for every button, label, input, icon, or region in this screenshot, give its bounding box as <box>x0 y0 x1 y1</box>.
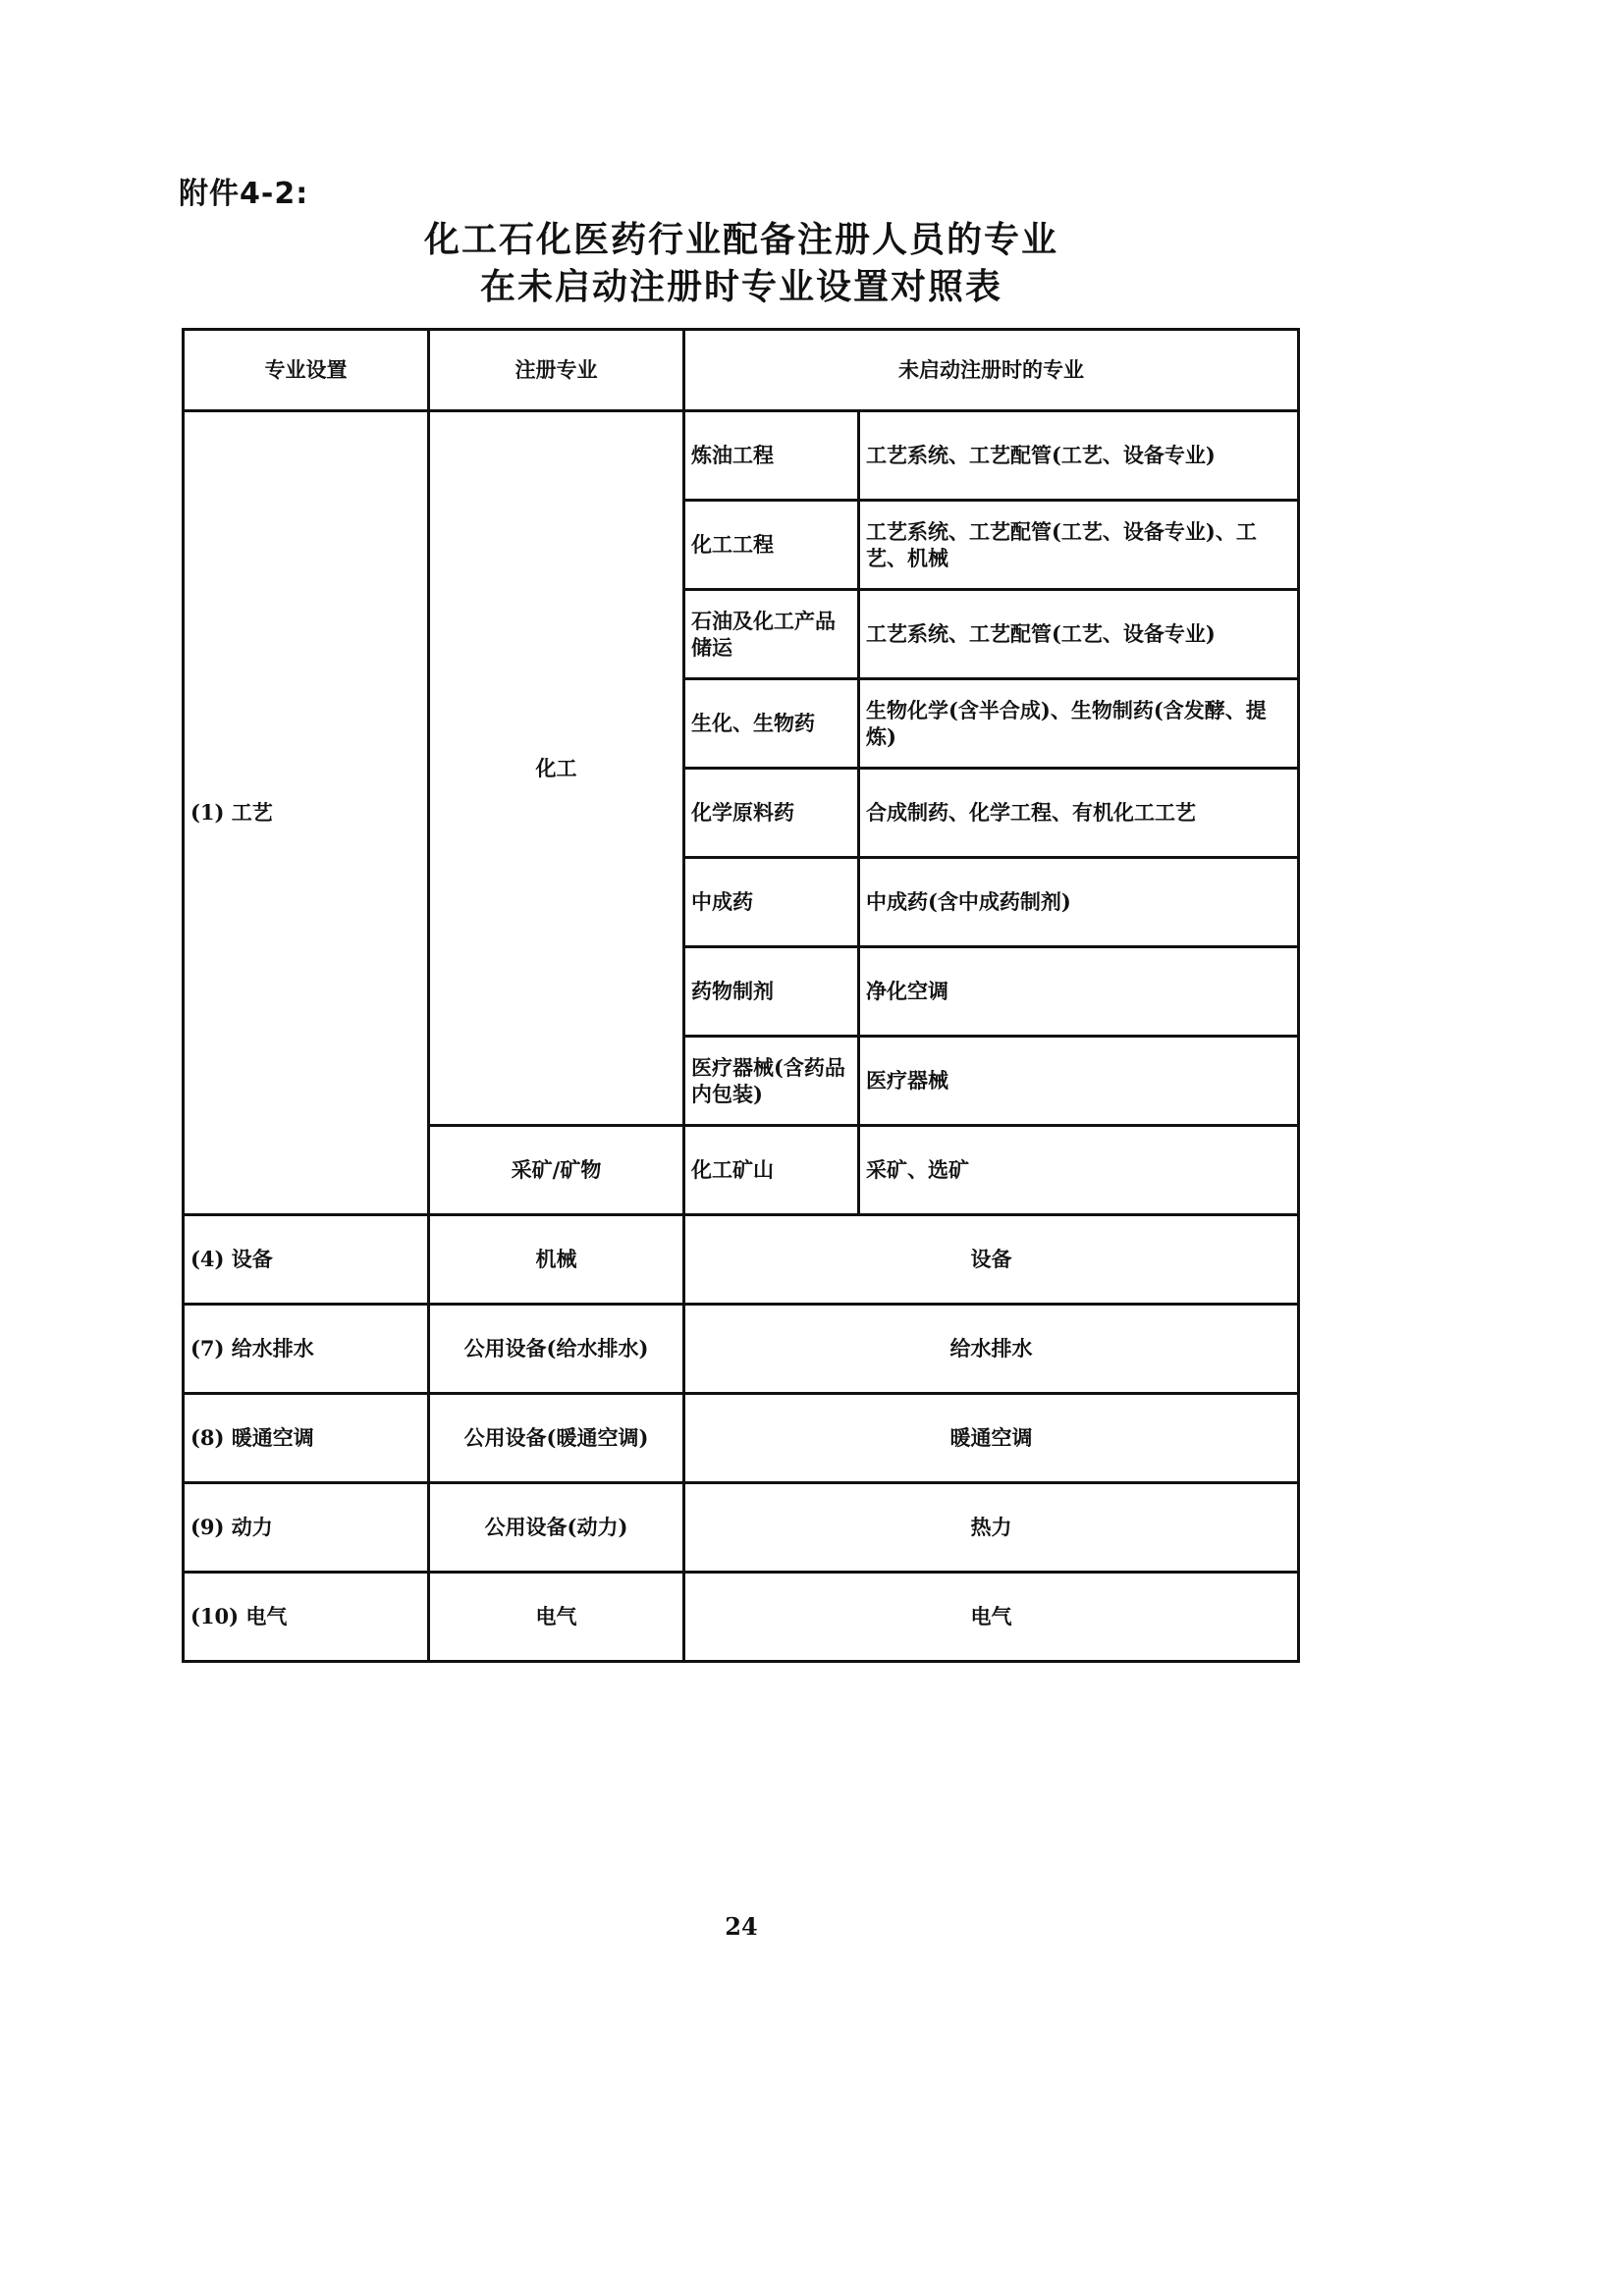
detail-cell: 采矿、选矿 <box>859 1126 1299 1215</box>
detail-cell: 工艺系统、工艺配管(工艺、设备专业)、工艺、机械 <box>859 501 1299 590</box>
detail-cell: 工艺系统、工艺配管(工艺、设备专业) <box>859 411 1299 501</box>
registered-major-cell: 化工 <box>429 411 684 1126</box>
registered-major-cell: 机械 <box>429 1215 684 1305</box>
before-registration-cell: 电气 <box>684 1573 1299 1662</box>
detail-cell: 净化空调 <box>859 947 1299 1037</box>
header-setting: 专业设置 <box>184 330 429 411</box>
table-row <box>184 1215 1299 1305</box>
before-registration-cell: 给水排水 <box>684 1305 1299 1394</box>
registered-major-cell: 公用设备(动力) <box>429 1483 684 1573</box>
detail-cell: 生物化学(含半合成)、生物制药(含发酵、提炼) <box>859 679 1299 769</box>
table-row <box>184 1305 1299 1394</box>
major-cell: 石油及化工产品储运 <box>684 590 859 679</box>
setting-cell: (8) 暖通空调 <box>184 1394 429 1483</box>
page-number: 24 <box>725 1912 758 1941</box>
setting-cell: (9) 动力 <box>184 1483 429 1573</box>
registered-major-cell: 公用设备(给水排水) <box>429 1305 684 1394</box>
setting-cell: (4) 设备 <box>184 1215 429 1305</box>
before-registration-cell: 热力 <box>684 1483 1299 1573</box>
major-cell: 化学原料药 <box>684 769 859 858</box>
table-row <box>184 1394 1299 1483</box>
major-cell: 炼油工程 <box>684 411 859 501</box>
before-registration-cell: 暖通空调 <box>684 1394 1299 1483</box>
attachment-label: 附件4-2: <box>179 177 309 211</box>
registered-major-cell: 公用设备(暖通空调) <box>429 1394 684 1483</box>
header-registered-major: 注册专业 <box>429 330 684 411</box>
registered-major-cell: 采矿/矿物 <box>429 1126 684 1215</box>
setting-cell: (1) 工艺 <box>184 411 429 1215</box>
table-row <box>184 411 1299 501</box>
before-registration-cell: 设备 <box>684 1215 1299 1305</box>
major-cell: 化工矿山 <box>684 1126 859 1215</box>
table-row <box>184 1573 1299 1662</box>
setting-cell: (10) 电气 <box>184 1573 429 1662</box>
comparison-table <box>182 328 1300 1663</box>
detail-cell: 合成制药、化学工程、有机化工工艺 <box>859 769 1299 858</box>
major-cell: 药物制剂 <box>684 947 859 1037</box>
header-before-registration: 未启动注册时的专业 <box>684 330 1299 411</box>
detail-cell: 中成药(含中成药制剂) <box>859 858 1299 947</box>
major-cell: 化工工程 <box>684 501 859 590</box>
major-cell: 生化、生物药 <box>684 679 859 769</box>
major-cell: 中成药 <box>684 858 859 947</box>
table-row <box>184 1483 1299 1573</box>
table-header-row <box>184 330 1299 411</box>
setting-cell: (7) 给水排水 <box>184 1305 429 1394</box>
detail-cell: 工艺系统、工艺配管(工艺、设备专业) <box>859 590 1299 679</box>
title-line-1: 化工石化医药行业配备注册人员的专业 <box>423 220 1058 260</box>
detail-cell: 医疗器械 <box>859 1037 1299 1126</box>
major-cell: 医疗器械(含药品内包装) <box>684 1037 859 1126</box>
registered-major-cell: 电气 <box>429 1573 684 1662</box>
title-line-2: 在未启动注册时专业设置对照表 <box>479 267 1002 307</box>
